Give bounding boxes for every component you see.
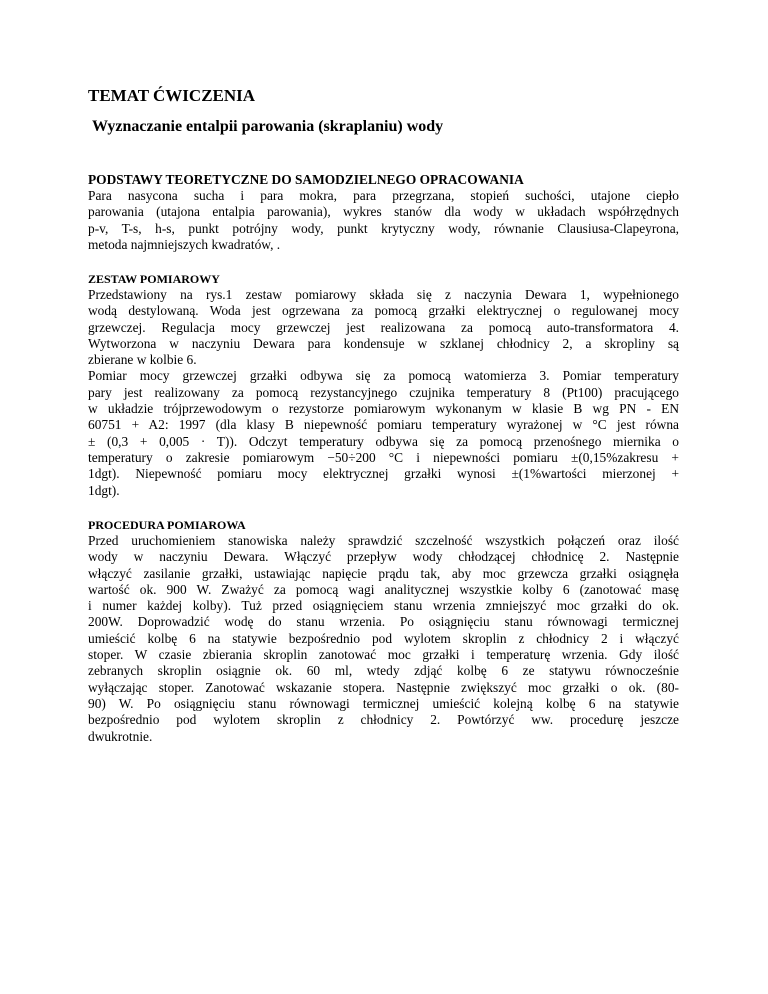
text-line: ± (0,3 + 0,005 · T)). Odczyt temperatury odbywa się za pomocą przenośnego miernika o <box>88 433 679 449</box>
text-line: pary jest realizowany za pomocą rezystancyjnego czujnika temperatury 8 (Pt100) pracującego <box>88 384 679 400</box>
text-line: Wytworzona w naczyniu Dewara para kondensuje w szklanej chłodnicy 2, a skropliny są <box>88 335 679 351</box>
text-line: i numer każdej kolby). Tuż przed osiągnięciem stanu wrzenia zmniejszyć moc grzałki do ok. <box>88 598 679 614</box>
text-line: metoda najmniejszych kwadratów, . <box>88 236 281 252</box>
text-line: 1dgt). <box>88 482 120 498</box>
text-line: bezpośrednio pod wylotem skroplin z chłodnicy 2. Powtórzyć ww. procedurę jeszcze <box>88 712 679 728</box>
text-line: w układzie trójprzewodowym o rezystorze pomiarowym wykonanym w klasie B wg PN - EN <box>88 401 679 417</box>
text-line: grzewczej. Regulacja mocy grzewczej jest realizowana za pomocą auto-transformatora 4. <box>88 319 679 335</box>
text-line: wodą destylowaną. Woda jest ogrzewana za pomocą grzałki elektrycznej o regulowanej mocy <box>88 303 679 319</box>
document-title: TEMAT ĆWICZENIA <box>88 86 256 105</box>
section-paragraph <box>88 188 679 253</box>
text-line: włączyć zasilanie grzałki, ustawiając napięcie prądu tak, aby moc grzewcza grzałki osiągnęła <box>88 565 679 581</box>
section-measurement-procedure <box>88 517 679 745</box>
text-line: wartość ok. 900 W. Zważyć za pomocą wagi analitycznej wszystkie kolby 6 (zanotować masę <box>88 581 679 597</box>
section-measurement-setup <box>88 271 679 499</box>
text-line: stoper. W czasie zbierania skroplin zanotować moc grzałki i temperaturę wrzenia. Gdy ilość <box>88 647 679 663</box>
text-line: p-v, T-s, h-s, punkt potrójny wody, punkt krytyczny wody, równanie Clausiusa-Clapeyrona, <box>88 220 679 236</box>
section-theoretical-basics <box>88 172 679 253</box>
text-line: zbierane w kolbie 6. <box>88 352 197 368</box>
text-line: 90) W. Po osiągnięciu stanu równowagi termicznej umieścić kolejną kolbę 6 na statywie <box>88 695 679 711</box>
document-subtitle: Wyznaczanie entalpii parowania (skraplaniu) wody <box>92 118 444 135</box>
text-line: dwukrotnie. <box>88 728 153 744</box>
text-line: 200W. Doprowadzić wodę do stanu wrzenia. Po osiągnięciu stanu równowagi termicznej <box>88 614 679 630</box>
text-line: 1dgt). Niepewność pomiaru mocy elektrycznej grzałki wynosi ±(1%wartości mierzonej + <box>88 466 679 482</box>
text-line: wyłączając stoper. Zanotować wskazanie stopera. Następnie zwiększyć moc grzałki o ok. (80- <box>88 679 679 695</box>
text-line: 60751 + A2: 1997 (dla klasy B niepewność pomiaru temperatury wyrażonej w °C jest równa <box>88 417 679 433</box>
text-line: parowania (utajona entalpia parowania), wykres stanów dla wody w układach współrzędnych <box>88 204 679 220</box>
text-line: Przedstawiony na rys.1 zestaw pomiarowy składa się z naczynia Dewara 1, wypełnionego <box>88 287 679 302</box>
text-line: Przed uruchomieniem stanowiska należy sprawdzić szczelność wszystkich połączeń oraz ilość <box>88 533 679 548</box>
text-line: wody w naczyniu Dewara. Włączyć przepływ wody chłodzącej chłodnicę 2. Następnie <box>88 549 679 565</box>
section-heading: PODSTAWY TEORETYCZNE DO SAMODZIELNEGO OPRACOWANIA <box>88 172 524 187</box>
section-heading: PROCEDURA POMIAROWA <box>88 518 246 532</box>
text-line: zebranych skroplin osiągnie ok. 60 ml, wtedy zdjąć kolbę 6 ze statywu równocześnie <box>88 663 679 679</box>
text-line: Pomiar mocy grzewczej grzałki odbywa się za pomocą watomierza 3. Pomiar temperatury <box>88 368 679 384</box>
text-line: temperatury o zakresie pomiarowym −50÷200 °C i niepewności pomiaru ±(0,15%zakresu + <box>88 449 679 465</box>
text-line: umieścić kolbę 6 na statywie bezpośrednio pod wylotem skroplin z chłodnicy 2 i włączyć <box>88 630 679 646</box>
section-paragraph <box>88 287 679 499</box>
section-heading: ZESTAW POMIAROWY <box>88 272 220 286</box>
text-line: Para nasycona sucha i para mokra, para przegrzana, stopień suchości, utajone ciepło <box>88 188 679 203</box>
section-paragraph <box>88 533 679 745</box>
